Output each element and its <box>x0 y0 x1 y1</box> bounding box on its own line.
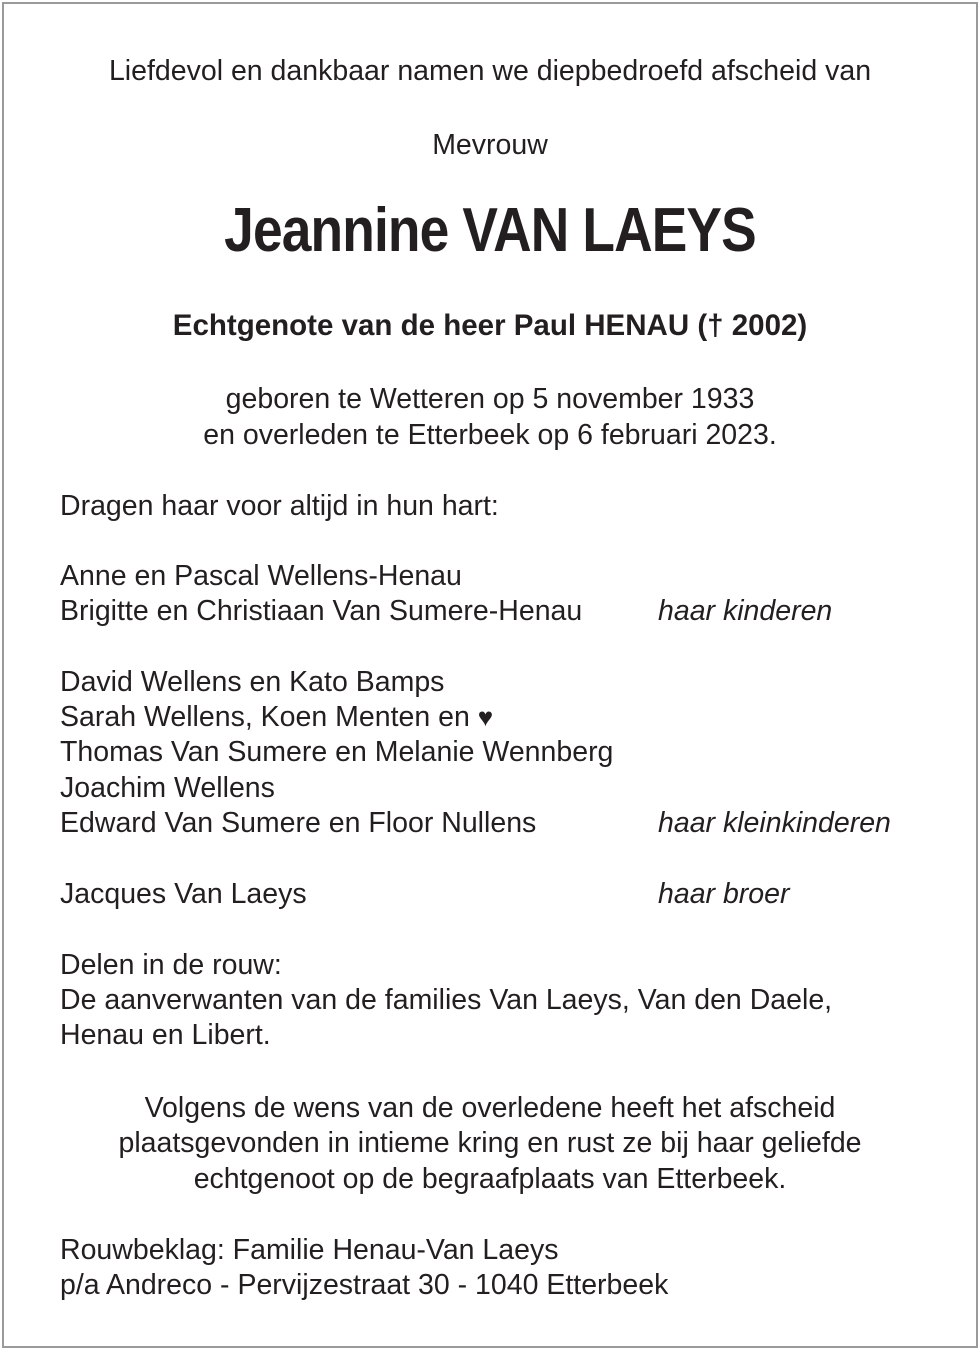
mourning-heading: Delen in de rouw: <box>60 949 282 981</box>
children-relation: haar kinderen <box>658 595 833 627</box>
mourning-line: Henau en Libert. <box>60 1019 271 1051</box>
born-line: geboren te Wetteren op 5 november 1933 <box>225 383 755 415</box>
brother-relation: haar broer <box>658 878 790 910</box>
child-name: Brigitte en Christiaan Van Sumere-Henau <box>60 595 583 627</box>
intro-text: Liefdevol en dankbaar namen we diepbedroefd afscheid van <box>108 55 872 87</box>
condolence-address: p/a Andreco - Pervijzestraat 30 - 1040 Etterbeek <box>60 1269 669 1301</box>
brother-name: Jacques Van Laeys <box>60 878 307 910</box>
died-line: en overleden te Etterbeek op 6 februari 2023. <box>203 419 777 451</box>
grandchild-name: Sarah Wellens, Koen Menten en <box>60 701 470 733</box>
condolence-line: Rouwbeklag: Familie Henau-Van Laeys <box>60 1234 559 1266</box>
grandchild-name: David Wellens en Kato Bamps <box>60 666 445 698</box>
grandchildren-relation: haar kleinkinderen <box>658 807 891 839</box>
child-name: Anne en Pascal Wellens-Henau <box>60 560 462 592</box>
grandchild-name-with-heart <box>60 700 493 735</box>
closing-line: plaatsgevonden in intieme kring en rust ze bij haar geliefde <box>118 1127 862 1159</box>
closing-line: echtgenoot op de begraafplaats van Etterbeek. <box>193 1163 787 1195</box>
grandchild-name: Joachim Wellens <box>60 772 275 804</box>
carried-heading: Dragen haar voor altijd in hun hart: <box>60 490 499 522</box>
salutation: Mevrouw <box>432 129 548 161</box>
closing-line: Volgens de wens van de overledene heeft het afscheid <box>144 1092 836 1124</box>
spouse-line: Echtgenote van de heer Paul HENAU († 2002) <box>172 309 808 342</box>
grandchild-name: Edward Van Sumere en Floor Nullens <box>60 807 537 839</box>
heart-icon: ♥ <box>477 702 494 732</box>
mourning-line: De aanverwanten van de families Van Laeys, Van den Daele, <box>60 984 833 1016</box>
deceased-name: Jeannine VAN LAEYS <box>224 196 756 265</box>
grandchild-name: Thomas Van Sumere en Melanie Wennberg <box>60 736 614 768</box>
